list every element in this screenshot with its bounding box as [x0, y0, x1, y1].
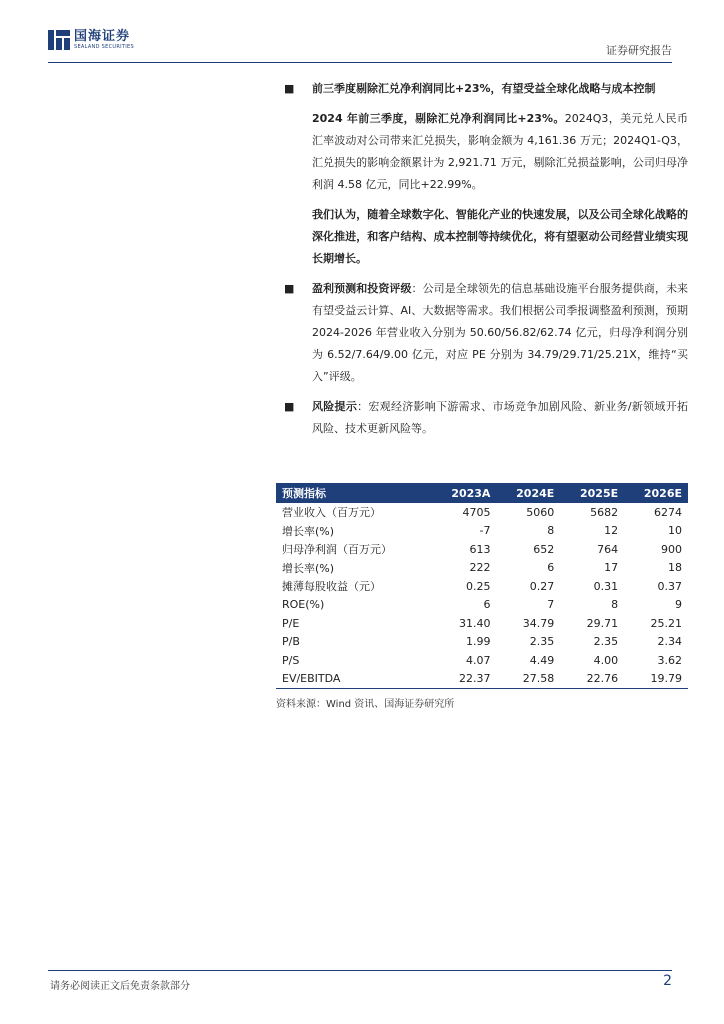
table-row-label: 归母净利润（百万元） [282, 543, 392, 557]
section-1-paragraph-1-lead: 2024 年前三季度，剔除汇兑净利润同比+23%。 [312, 112, 565, 125]
table-cell: 613 [469, 542, 491, 556]
table-cell: 10 [668, 524, 682, 538]
table-cell: 22.76 [560, 670, 624, 689]
table-cell: 900 [661, 542, 682, 556]
table-cell: 0.25 [465, 579, 491, 593]
table-cell: 31.40 [458, 616, 491, 630]
table-cell: 9 [675, 598, 682, 612]
table-cell: 222 [469, 561, 491, 575]
table-cell: 12 [604, 524, 619, 538]
table-cell: 0.27 [529, 579, 555, 593]
forecast-table-container [276, 483, 688, 710]
table-row-label: 增长率(%) [282, 561, 335, 575]
table-header-cell: 2023A [431, 483, 496, 503]
table-cell: 4.07 [465, 653, 491, 667]
section-1-paragraph-1 [284, 108, 688, 196]
table-cell: 0.37 [657, 579, 682, 593]
table-row [276, 522, 688, 541]
table-cell: 34.79 [522, 616, 555, 630]
table-row [276, 651, 688, 670]
table-row-label: EV/EBITDA [276, 670, 431, 689]
table-cell: 7 [547, 598, 555, 612]
table-cell: 8 [547, 524, 555, 538]
table-row [276, 670, 688, 689]
bullet-square-icon: ■ [284, 82, 295, 95]
table-header-cell: 2025E [560, 483, 624, 503]
table-row-label: P/E [282, 616, 300, 630]
logo-name-cn: 国海证券 [74, 29, 131, 44]
forecast-table [276, 483, 688, 689]
table-cell: 4705 [462, 505, 491, 519]
table-cell: 6 [483, 598, 491, 612]
table-cell: 2.35 [529, 635, 555, 649]
table-cell: 5060 [526, 505, 555, 519]
table-cell: 6 [547, 561, 555, 575]
table-row [276, 577, 688, 596]
table-source-note: 资料来源：Wind 资讯、国海证券研究所 [276, 699, 455, 710]
section-3-text: ：宏观经济影响下游需求、市场竞争加剧风险、新业务/新领域开拓风险、技术更新风险等。 [312, 400, 688, 435]
table-cell: 652 [533, 542, 555, 556]
table-row [276, 596, 688, 615]
table-cell: 29.71 [586, 616, 619, 630]
section-1-paragraph-1-body: 2024Q3，美元兑人民币汇率波动对公司带来汇兑损失，影响金额为 4,161.36 万元；2024Q1-Q3，汇兑损失的影响金额累计为 2,921.71 万元，剔除汇兑损益影响，公司归母净利润 4.58 亿元，同比+22.99%。 [312, 112, 688, 191]
table-row-label: ROE(%) [282, 598, 325, 612]
table-row [276, 633, 688, 652]
table-row-label: 营业收入（百万元） [282, 506, 381, 520]
section-1-paragraph-2-text: 我们认为，随着全球数字化、智能化产业的快速发展，以及公司全球化战略的深化推进，和客户结构、成本控制等持续优化，将有望驱动公司经营业绩实现长期增长。 [312, 208, 688, 265]
page-number: 2 [663, 973, 672, 989]
table-cell: 8 [611, 598, 619, 612]
table-cell: 5682 [590, 505, 619, 519]
company-logo [48, 30, 134, 50]
table-cell: 2.34 [657, 635, 682, 649]
table-cell: 25.21 [650, 616, 682, 630]
table-row [276, 614, 688, 633]
section-2 [284, 278, 688, 388]
table-cell: 17 [604, 561, 619, 575]
table-cell: 19.79 [624, 670, 688, 689]
logo-mark-icon [48, 30, 70, 50]
table-cell: 27.58 [496, 670, 560, 689]
table-cell: 6274 [654, 505, 682, 519]
disclaimer-text: 请务必阅读正文后免责条款部分 [50, 981, 190, 992]
table-cell: 0.31 [593, 579, 619, 593]
table-row-label: 增长率(%) [282, 524, 335, 538]
table-header-cell: 预测指标 [276, 483, 431, 503]
table-cell: 3.62 [657, 653, 682, 667]
table-cell: 18 [668, 561, 682, 575]
table-cell: 22.37 [431, 670, 496, 689]
section-2-text: ：公司是全球领先的信息基础设施平台服务提供商，未来有望受益云计算、AI、大数据等需求。我们根据公司季报调整盈利预测，预期 2024-2026 年营业收入分别为 50.60/56.82/62.74 亿元，归母净利润分别为 6.52/7.64/9.00 亿元，对应 PE 分别为 34.79/29.71/25.21X，维持“买入”评级。 [312, 282, 688, 383]
table-cell: 1.99 [465, 635, 491, 649]
section-1-title [284, 78, 688, 100]
table-row-label: P/B [282, 635, 300, 649]
section-1-title-text: 前三季度剔除汇兑净利润同比+23%，有望受益全球化战略与成本控制 [312, 82, 656, 95]
page-header [48, 28, 672, 63]
table-cell: -7 [479, 524, 491, 538]
table-row [276, 540, 688, 559]
table-row-label: P/S [282, 653, 300, 667]
table-row-label: 摊薄每股收益（元） [282, 580, 381, 594]
table-header-row [276, 483, 688, 503]
logo-name-en: SEALAND SECURITIES [74, 44, 134, 50]
section-3 [284, 396, 688, 440]
bullet-square-icon: ■ [284, 400, 295, 413]
page-footer [48, 970, 672, 995]
section-2-label: 盈利预测和投资评级 [312, 282, 412, 295]
section-1-paragraph-2 [284, 204, 688, 270]
main-content [284, 78, 688, 448]
table-row [276, 503, 688, 522]
section-3-label: 风险提示 [312, 400, 358, 413]
bullet-square-icon: ■ [284, 282, 295, 295]
table-cell: 4.49 [529, 653, 555, 667]
table-row [276, 559, 688, 578]
report-type-label: 证券研究报告 [606, 44, 672, 57]
table-cell: 764 [597, 542, 619, 556]
table-cell: 2.35 [593, 635, 619, 649]
table-header-cell: 2026E [624, 483, 688, 503]
table-header-cell: 2024E [496, 483, 560, 503]
table-cell: 4.00 [593, 653, 619, 667]
